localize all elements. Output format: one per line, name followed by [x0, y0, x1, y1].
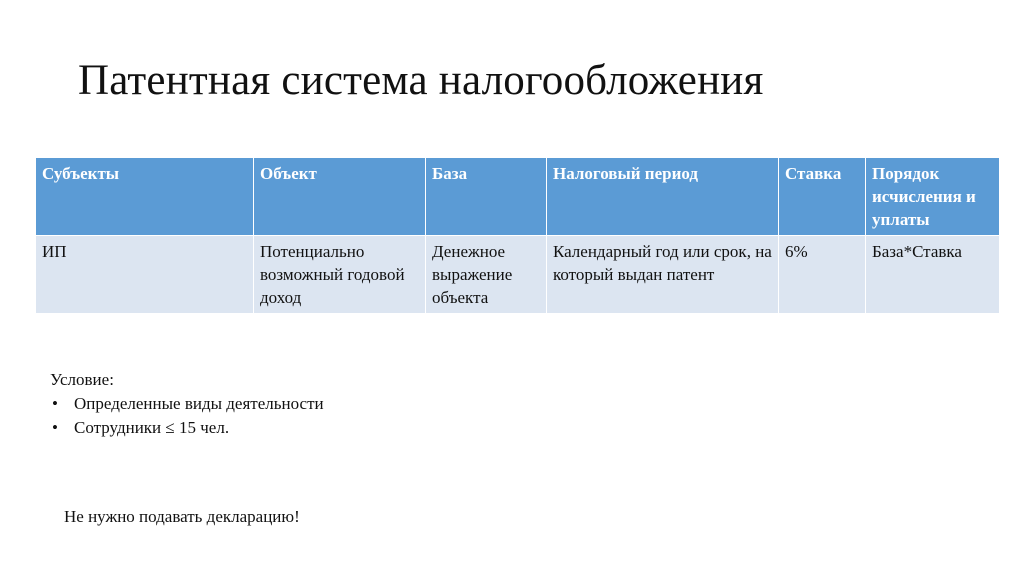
- declaration-note: Не нужно подавать декларацию!: [64, 507, 300, 526]
- bullet-icon: •: [52, 394, 58, 413]
- header-subjects: Субъекты: [36, 158, 254, 236]
- list-item: [50, 416, 324, 440]
- conditions-list: [50, 392, 324, 440]
- condition-employees: Сотрудники ≤ 15 чел.: [74, 418, 230, 437]
- slide-title: Патентная система налогообложения: [78, 57, 764, 104]
- cell-base: Денежное выражение объекта: [426, 236, 547, 314]
- conditions-block: [50, 368, 324, 440]
- header-tax-period: Налоговый период: [547, 158, 779, 236]
- header-calculation-order: Порядок исчисления и уплаты: [866, 158, 1000, 236]
- list-item: [50, 392, 324, 416]
- cell-object: Потенциально возможный годовой доход: [254, 236, 426, 314]
- cell-subjects: ИП: [36, 236, 254, 314]
- condition-activities: Определенные виды деятельности: [74, 394, 324, 413]
- bullet-icon: •: [52, 418, 58, 437]
- conditions-label: Условие:: [50, 370, 114, 389]
- cell-calculation-order: База*Ставка: [866, 236, 1000, 314]
- header-object: Объект: [254, 158, 426, 236]
- cell-tax-period: Календарный год или срок, на который выдан патент: [547, 236, 779, 314]
- header-base: База: [426, 158, 547, 236]
- cell-rate: 6%: [779, 236, 866, 314]
- table-row: [36, 236, 1000, 314]
- table-header-row: [36, 158, 1000, 236]
- tax-system-table: [35, 157, 1000, 314]
- header-rate: Ставка: [779, 158, 866, 236]
